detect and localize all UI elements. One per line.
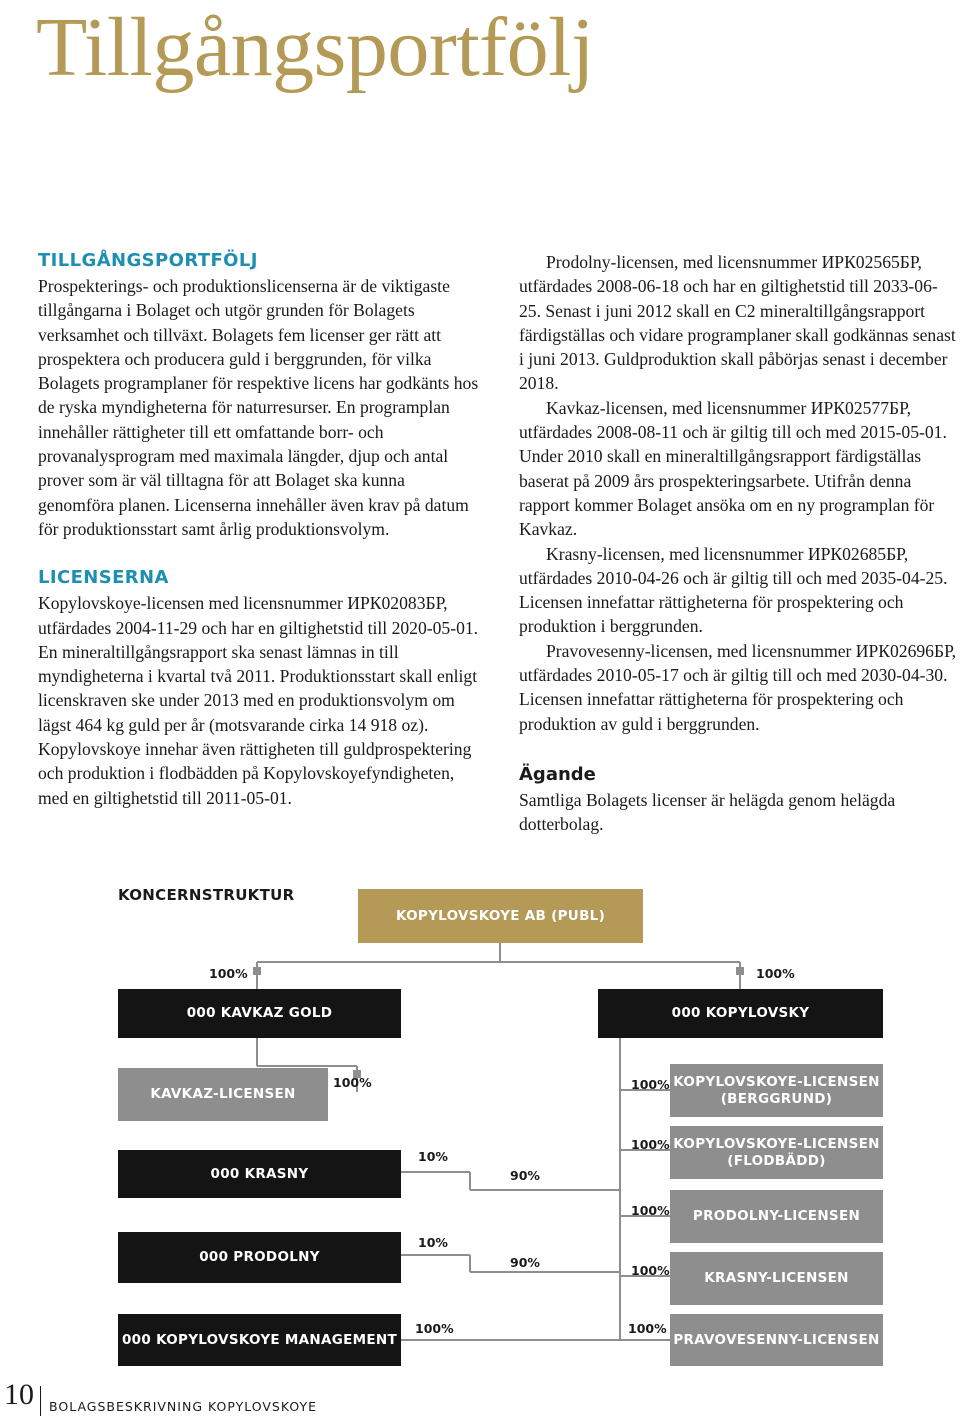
- pct-kopylovsky: 100%: [756, 966, 795, 981]
- krasny-licensen-box: KRASNY-LICENSEN: [670, 1252, 883, 1305]
- page-number: 10: [4, 1378, 34, 1411]
- pct-pravovesenny: 100%: [628, 1321, 667, 1336]
- kopylovskoye-paragraph: Kopylovskoye-licensen med licensnummer ИРК02083БР, utfärdades 2004-11-29 och har en giltighetstid till 2020-05-01. En mineraltillgångsrapport ska senast lämnas in till myndigheterna i kvartal två 2011. Produktionsstart skall enligt licenskraven ske under 2013 med en produktionsvolym om lägst 464 kg guld per år (motsvarande cirka 14 918 oz). Kopylovskoye innehar även rättigheten till guldprospektering och produktion i flodbädden på Kopylovskoyefyndigheten, med en giltighetstid till 2011-05-01.: [38, 593, 479, 808]
- krasny-box: 000 KRASNY: [118, 1150, 401, 1198]
- agande-paragraph: Samtliga Bolagets licenser är helägda genom helägda dotterbolag.: [519, 789, 896, 835]
- pct-krasny-90: 90%: [510, 1168, 540, 1183]
- pravovesenny-paragraph: Pravovesenny-licensen, med licensnummer ИРК02696БР, utfärdades 2010-05-17 och är giltig till och med 2030-04-30. Licensen innefattar rättigheterna för prospektering och produktion av guld i berggrunden.: [519, 640, 957, 734]
- parent-company-box: KOPYLOVSKOYE AB (PUBL): [358, 889, 643, 943]
- management-box: 000 KOPYLOVSKOYE MANAGEMENT: [118, 1314, 401, 1366]
- pct-krasny-10: 10%: [418, 1149, 448, 1164]
- section-heading-licenserna: LICENSERNA: [38, 567, 169, 589]
- krasny-paragraph: Krasny-licensen, med licensnummer ИРК02685БР, utfärdades 2010-04-26 och är giltig till och med 2035-04-25. Licensen innefattar rättigheterna för prospektering och produktion i berggrunden.: [519, 543, 948, 637]
- pravovesenny-licensen-box: PRAVOVESENNY-LICENSEN: [670, 1314, 883, 1366]
- footer-text: BOLAGSBESKRIVNING KOPYLOVSKOYE: [49, 1399, 318, 1414]
- pct-kavkaz-licensen: 100%: [333, 1075, 372, 1090]
- prodolny-paragraph: Prodolny-licensen, med licensnummer ИРК02565БР, utfärdades 2008-06-18 och har en giltighetstid till 2033-06-25. Senast i juni 2012 skall en C2 mineraltillgångsrapport färdigställas och vidare programplaner skall godkännas senast i juni 2013. Guldproduktion skall påbörjas senast i december 2018.: [519, 252, 956, 394]
- pct-prodolny-licensen: 100%: [631, 1203, 670, 1218]
- section-heading-agande: Ägande: [519, 763, 596, 785]
- kopylovskoye-berggrund-box: [670, 1064, 883, 1117]
- page-title: Tillgångsportfölj: [36, 1, 594, 94]
- kopylovsky-box: 000 KOPYLOVSKY: [598, 989, 883, 1038]
- kavkaz-licensen-box: KAVKAZ-LICENSEN: [118, 1068, 328, 1121]
- kop-flod-line1: KOPYLOVSKOYE-LICENSEN: [673, 1135, 880, 1152]
- chart-title: KONCERNSTRUKTUR: [118, 886, 295, 904]
- pct-kop-berg: 100%: [631, 1077, 670, 1092]
- prodolny-box: 000 PRODOLNY: [118, 1232, 401, 1283]
- pct-prodolny-10: 10%: [418, 1235, 448, 1250]
- pct-kavkaz-gold: 100%: [209, 966, 248, 981]
- pct-management: 100%: [415, 1321, 454, 1336]
- intro-paragraph: Prospekterings- och produktionslicenserna är de viktigaste tillgångarna i Bolaget och utgör grunden för Bolagets verksamhet och tillväxt. Bolagets fem licenser ger rätt att prospektera och producera guld i berggrunden, för vilka Bolagets programplaner för respektive licens har godkänts hos de ryska myndigheterna för naturresurser. En programplan innehåller rättigheter till ett omfattande borr- och provanalysprogram med maximala längder, djup och antal prover som är väl tilltagna för att Bolaget ska kunna genomföra planen. Licenserna innehåller även krav på datum för produktionsstart samt årlig produktionsvolym.: [38, 276, 479, 539]
- kopylovskoye-flodbadd-box: [670, 1126, 883, 1179]
- kavkaz-paragraph: Kavkaz-licensen, med licensnummer ИРК02577БР, utfärdades 2008-08-11 och är giltig till och med 2015-05-01. Under 2010 skall en mineraltillgångsrapport färdigställas baserat på 2009 års prospekteringsarbete. Utifrån denna rapport kommer Bolaget ansöka om en ny programplan för Kavkaz.: [519, 397, 947, 540]
- prodolny-licensen-box: PRODOLNY-LICENSEN: [670, 1190, 883, 1243]
- pct-kop-flod: 100%: [631, 1137, 670, 1152]
- kop-flod-line2: (FLODBÄDD): [727, 1152, 826, 1169]
- kop-berg-line1: KOPYLOVSKOYE-LICENSEN: [673, 1073, 880, 1090]
- kop-berg-line2: (BERGGRUND): [720, 1090, 833, 1107]
- kavkaz-gold-box: 000 KAVKAZ GOLD: [118, 989, 401, 1038]
- pct-krasny-licensen: 100%: [631, 1263, 670, 1278]
- pct-prodolny-90: 90%: [510, 1255, 540, 1270]
- footer-divider: [40, 1386, 41, 1416]
- section-heading-tillgangsportfolj: TILLGÅNGSPORTFÖLJ: [38, 250, 258, 271]
